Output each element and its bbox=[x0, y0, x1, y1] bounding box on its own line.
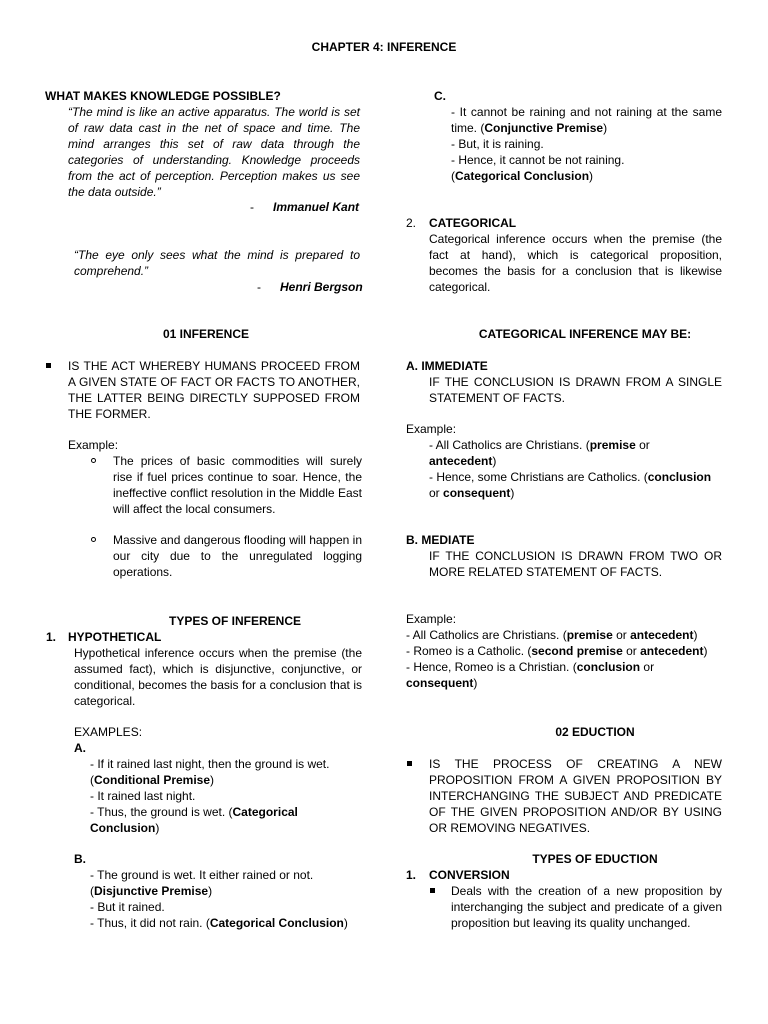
square-bullet-icon bbox=[407, 761, 412, 766]
example-1: The prices of basic commodities will surely rise if fuel prices continue to soar. Hence, the ineffective conflict resolution in the Middle East will affect the local consumers. bbox=[113, 454, 362, 516]
bergson-author: Henri Bergson bbox=[280, 280, 363, 294]
bergson-dash: - bbox=[257, 280, 261, 294]
example-2: Massive and dangerous flooding will happen in our city due to the unregulated logging operations. bbox=[113, 533, 362, 579]
immediate-definition: IF THE CONCLUSION IS DRAWN FROM A SINGLE STATEMENT OF FACTS. bbox=[429, 375, 722, 405]
b-line-2: - But it rained. bbox=[90, 900, 165, 914]
c-line-2: - But, it is raining. bbox=[451, 137, 544, 151]
a-line-1b: (Conditional Premise) bbox=[90, 773, 215, 787]
imm-example-label: Example: bbox=[406, 422, 457, 436]
immediate-title: A. IMMEDIATE bbox=[406, 359, 488, 373]
cat-definition: Categorical inference occurs when the premise (the fact at hand), which is categorical proposition, becomes the basis for a conclusion that is likewise categorical. bbox=[429, 232, 722, 294]
types-eduction-heading: TYPES OF EDUCTION bbox=[532, 852, 658, 866]
imm-line-1: - All Catholics are Christians. (premise or bbox=[429, 438, 650, 452]
square-bullet-icon bbox=[46, 363, 51, 368]
kant-quote: “The mind is like an active apparatus. The world is set of raw data cast in the net of space and time. The mind arranges this set of raw data through the categories of understanding. Knowledge proceeds from the act of perception. Perception makes us see the data outside.” bbox=[68, 105, 360, 199]
a-line-2: - It rained last night. bbox=[90, 789, 196, 803]
square-bullet-icon bbox=[430, 888, 435, 893]
med-example-label: Example: bbox=[406, 612, 457, 626]
types-heading: TYPES OF INFERENCE bbox=[168, 614, 302, 628]
inference-definition: IS THE ACT WHEREBY HUMANS PROCEED FROM A GIVEN STATE OF FACT OR FACTS TO ANOTHER, THE LATTER BEING DIRECTLY SUPPOSED FROM THE FORMER. bbox=[68, 359, 360, 421]
hyp-number: 1. bbox=[46, 630, 57, 644]
inference-heading: 01 INFERENCE bbox=[162, 327, 250, 341]
bergson-quote: “The eye only sees what the mind is prepared to comprehend.” bbox=[74, 248, 360, 278]
med-line-2: - Romeo is a Catholic. (second premise or antecedent) bbox=[406, 644, 708, 658]
b-label: B. bbox=[74, 852, 86, 866]
kant-author: Immanuel Kant bbox=[273, 200, 360, 214]
eduction-definition: IS THE PROCESS OF CREATING A NEW PROPOSITION FROM A GIVEN PROPOSITION BY INTERCHANGING THE SUBJECT AND PREDICATE OF THE GIVEN PROPOSITION AND/OR BY USING OR REMOVING NEGATIVES. bbox=[429, 757, 722, 835]
a-label: A. bbox=[74, 741, 86, 755]
knowledge-heading: WHAT MAKES KNOWLEDGE POSSIBLE? bbox=[45, 89, 281, 103]
conv-number: 1. bbox=[406, 868, 417, 882]
imm-line-1d: antecedent) bbox=[429, 454, 497, 468]
imm-line-2c: or consequent) bbox=[429, 486, 515, 500]
a-line-3c: Conclusion) bbox=[90, 821, 160, 835]
eduction-heading: 02 EDUCTION bbox=[555, 725, 635, 739]
b-line-1: - The ground is wet. It either rained or not. bbox=[90, 868, 314, 882]
page-title: CHAPTER 4: INFERENCE bbox=[311, 40, 457, 54]
example-label: Example: bbox=[68, 438, 119, 452]
hyp-title: HYPOTHETICAL bbox=[68, 630, 162, 644]
med-line-1: - All Catholics are Christians. (premise or antecedent) bbox=[406, 628, 698, 642]
c-line-1: - It cannot be raining and not raining at the same time. (Conjunctive Premise) bbox=[451, 105, 722, 135]
a-line-1: - If it rained last night, then the ground is wet. bbox=[90, 757, 330, 771]
b-line-1b: (Disjunctive Premise) bbox=[90, 884, 213, 898]
cat-title: CATEGORICAL bbox=[429, 216, 517, 230]
examples-label: EXAMPLES: bbox=[74, 725, 143, 739]
med-line-3: - Hence, Romeo is a Christian. (conclusion or bbox=[406, 660, 655, 674]
conv-title: CONVERSION bbox=[429, 868, 510, 882]
conv-definition: Deals with the creation of a new proposition by interchanging the subject and predicate of a given proposition but leaving its quality unchanged. bbox=[451, 884, 722, 930]
mediate-definition: IF THE CONCLUSION IS DRAWN FROM TWO OR MORE RELATED STATEMENT OF FACTS. bbox=[429, 549, 722, 579]
may-be-heading: CATEGORICAL INFERENCE MAY BE: bbox=[478, 327, 692, 341]
a-line-3: - Thus, the ground is wet. (Categorical bbox=[90, 805, 298, 819]
kant-dash: - bbox=[250, 200, 254, 214]
c-label: C. bbox=[434, 89, 446, 103]
c-line-3b: (Categorical Conclusion) bbox=[451, 169, 594, 183]
hyp-definition: Hypothetical inference occurs when the premise (the assumed fact), which is disjunctive, conjunctive, or conditional, becomes the basis for a conclusion that is categorical. bbox=[74, 646, 362, 708]
circle-bullet-icon bbox=[91, 537, 96, 542]
circle-bullet-icon bbox=[91, 458, 96, 463]
b-line-3: - Thus, it did not rain. (Categorical Conclusion) bbox=[90, 916, 348, 930]
imm-line-2: - Hence, some Christians are Catholics. (conclusion bbox=[429, 470, 712, 484]
cat-number: 2. bbox=[406, 216, 417, 230]
med-line-3d: consequent) bbox=[406, 676, 478, 690]
mediate-title: B. MEDIATE bbox=[406, 533, 475, 547]
c-line-3: - Hence, it cannot be not raining. bbox=[451, 153, 625, 167]
